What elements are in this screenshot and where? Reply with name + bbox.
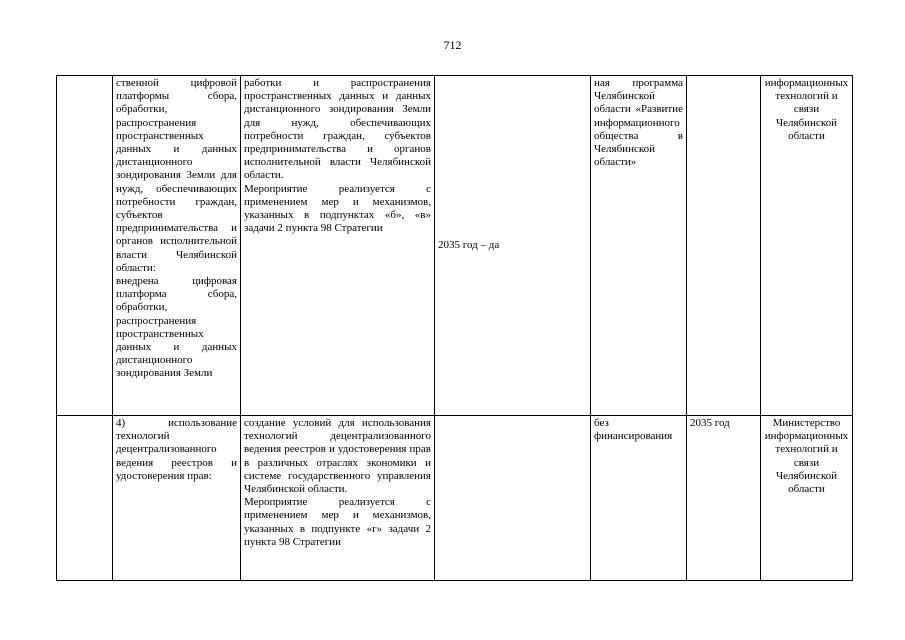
task-text: ственной цифровой платформы сбора, обработки, распространения пространственных данных и данных дистанционного зондирования Земли для нужд, обеспечивающих потребности граждан, субъектов предпринимательства и органов исполнительной власти Челябинской области: [116, 77, 237, 274]
cell-executor: Министерство информационных технологий и связи Челябинской области [761, 416, 853, 581]
measure-note: Мероприятие реализуется с применением мер и механизмов, указанных в подпунктах «б», «в» задачи 2 пункта 98 Стратегии [244, 182, 431, 235]
task-text: 4) использование технологий децентрализованного ведения реестров и удостоверения прав: [116, 417, 237, 482]
cell-measure [241, 416, 435, 581]
cell-measure [241, 76, 435, 416]
strategy-table [56, 75, 853, 581]
cell-deadline: 2035 год [687, 416, 761, 581]
cell-indicator [435, 416, 591, 581]
cell-deadline [687, 76, 761, 416]
table-row [57, 416, 853, 581]
cell-task [113, 416, 241, 581]
cell-source: ная программа Челябинской области «Развитие информационного общества в Челябинской области» [591, 76, 687, 416]
table-row [57, 76, 853, 416]
measure-note: Мероприятие реализуется с применением мер и механизмов, указанных в подпункте «г» задачи 2 пункта 98 Стратегии [244, 496, 431, 548]
measure-text: работки и распространения пространственных данных и данных дистанционного зондирования Земли для нужд, обеспечивающих потребности граждан, субъектов предпринимательства и органов исполнительной власти Челябинской области. [244, 77, 431, 182]
cell-indicator: 2035 год – да [435, 76, 591, 416]
page-number: 712 [443, 38, 462, 52]
cell-source: без финансирования [591, 416, 687, 581]
cell-num [57, 76, 113, 416]
cell-executor: информационных технологий и связи Челябинской области [761, 76, 853, 416]
task-result-text: внедрена цифровая платформа сбора, обработки, распространения пространственных данных и данных дистанционного зондирования Земли [116, 275, 237, 380]
cell-task [113, 76, 241, 416]
cell-num [57, 416, 113, 581]
measure-text: создание условий для использования технологий децентрализованного ведения реестров и удостоверения прав в различных отраслях экономики и системе государственного управления Челябинской области. [244, 417, 431, 496]
